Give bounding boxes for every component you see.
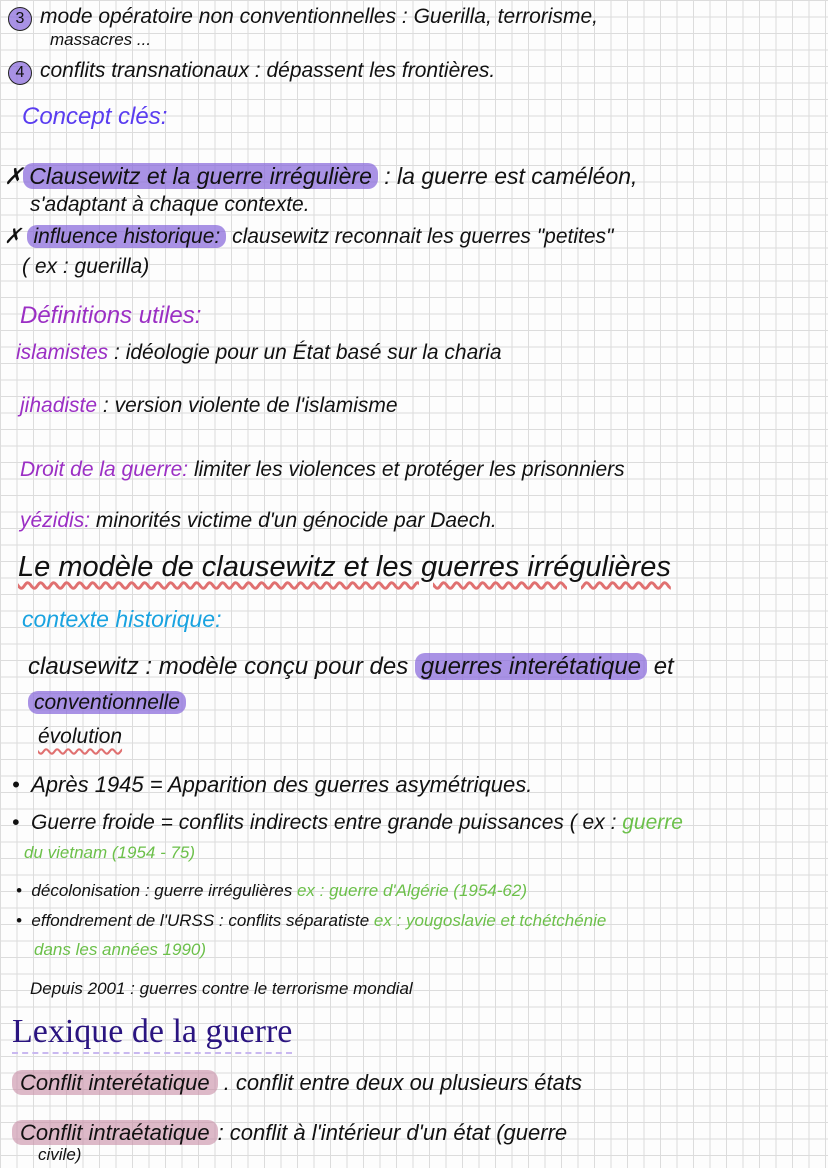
- highlight: Conflit interétatique: [12, 1070, 218, 1095]
- concepts-title: Concept clés:: [22, 103, 168, 130]
- bullet: • Guerre froide = conflits indirects entre grande puissances ( ex : guerre: [12, 811, 683, 834]
- highlight: Conflit intraétatique: [12, 1120, 218, 1145]
- contexte-text: clausewitz : modèle conçu pour des: [28, 653, 409, 680]
- bullet: • Après 1945 = Apparition des guerres asymétriques.: [12, 772, 533, 797]
- highlight: influence historique:: [27, 225, 226, 248]
- concept-text: clausewitz reconnait les guerres "petites": [232, 225, 614, 248]
- definition-term: islamistes: [16, 341, 109, 364]
- example-cont: dans les années 1990): [34, 940, 207, 959]
- concept-1: ✗ Clausewitz et la guerre irrégulière : la guerre est caméléon,: [4, 163, 638, 189]
- highlight: Clausewitz et la guerre irrégulière: [23, 163, 378, 189]
- bullet: • effondrement de l'URSS : conflits séparatiste ex : yougoslavie et tchétchénie: [16, 911, 607, 930]
- concept-1-cont: s'adaptant à chaque contexte.: [30, 193, 310, 216]
- example-text: ex : guerre d'Algérie (1954-62): [296, 881, 527, 900]
- definition-text: limiter les violences et protéger les prisonniers: [193, 458, 625, 481]
- highlight: conventionnelle: [28, 691, 186, 714]
- definition-text: : version violente de l'islamisme: [102, 394, 398, 417]
- definition-text: minorités victime d'un génocide par Daech.: [95, 509, 497, 532]
- lexique-title: Lexique de la guerre: [12, 1012, 292, 1054]
- contexte-title: contexte historique:: [22, 606, 222, 632]
- concept-2-cont: ( ex : guerilla): [22, 255, 150, 278]
- highlight: guerres interétatique: [415, 653, 647, 680]
- bullet-text: décolonisation : guerre irrégulières: [31, 881, 293, 900]
- lexique-item: [12, 1120, 567, 1146]
- example-text: guerre: [622, 811, 683, 834]
- lexique-item: [12, 1070, 582, 1096]
- item-3-cont: massacres ...: [50, 30, 152, 49]
- concept-2: ✗ influence historique: clausewitz reconnait les guerres "petites": [4, 225, 614, 248]
- definition-text: : idéologie pour un État basé sur la charia: [114, 341, 502, 364]
- lexique-def: : conflit à l'intérieur d'un état (guerre: [217, 1120, 568, 1145]
- concept-text: : la guerre est caméléon,: [384, 163, 638, 189]
- lexique-def: . conflit entre deux ou plusieurs états: [223, 1070, 583, 1095]
- definitions-title: Définitions utiles:: [20, 302, 202, 329]
- evolution-label: évolution: [38, 725, 123, 748]
- contexte-text: et: [653, 653, 674, 680]
- item-text: conflits transnationaux : dépassent les frontières.: [40, 59, 496, 82]
- definition-term: yézidis:: [20, 509, 91, 532]
- item-4: [8, 58, 495, 85]
- definition: [20, 393, 398, 419]
- depuis-line: Depuis 2001 : guerres contre le terrorisme mondial: [30, 979, 413, 998]
- definition: [20, 457, 625, 483]
- contexte-line-2: [28, 690, 186, 716]
- bullet: • décolonisation : guerre irrégulières ex : guerre d'Algérie (1954-62): [16, 881, 527, 900]
- number-badge: 4: [8, 61, 32, 85]
- bullet-text: Après 1945 = Apparition des guerres asymétriques.: [31, 772, 533, 797]
- definition: [16, 340, 502, 366]
- section-heading: Le modèle de clausewitz et les guerres irrégulières: [18, 551, 671, 583]
- definition: [20, 508, 497, 534]
- bullet-text: Guerre froide = conflits indirects entre grande puissances ( ex :: [31, 811, 617, 834]
- definition-term: jihadiste: [20, 394, 98, 417]
- item-text: mode opératoire non conventionnelles : Guerilla, terrorisme,: [40, 5, 598, 28]
- example-text: ex : yougoslavie et tchétchénie: [373, 911, 607, 930]
- contexte-line: [28, 654, 674, 680]
- bullet-text: effondrement de l'URSS : conflits séparatiste: [31, 911, 370, 930]
- number-badge: 3: [8, 7, 32, 31]
- example-cont: du vietnam (1954 - 75): [24, 843, 196, 862]
- definition-term: Droit de la guerre:: [20, 458, 189, 481]
- lexique-cont: civile): [38, 1145, 82, 1164]
